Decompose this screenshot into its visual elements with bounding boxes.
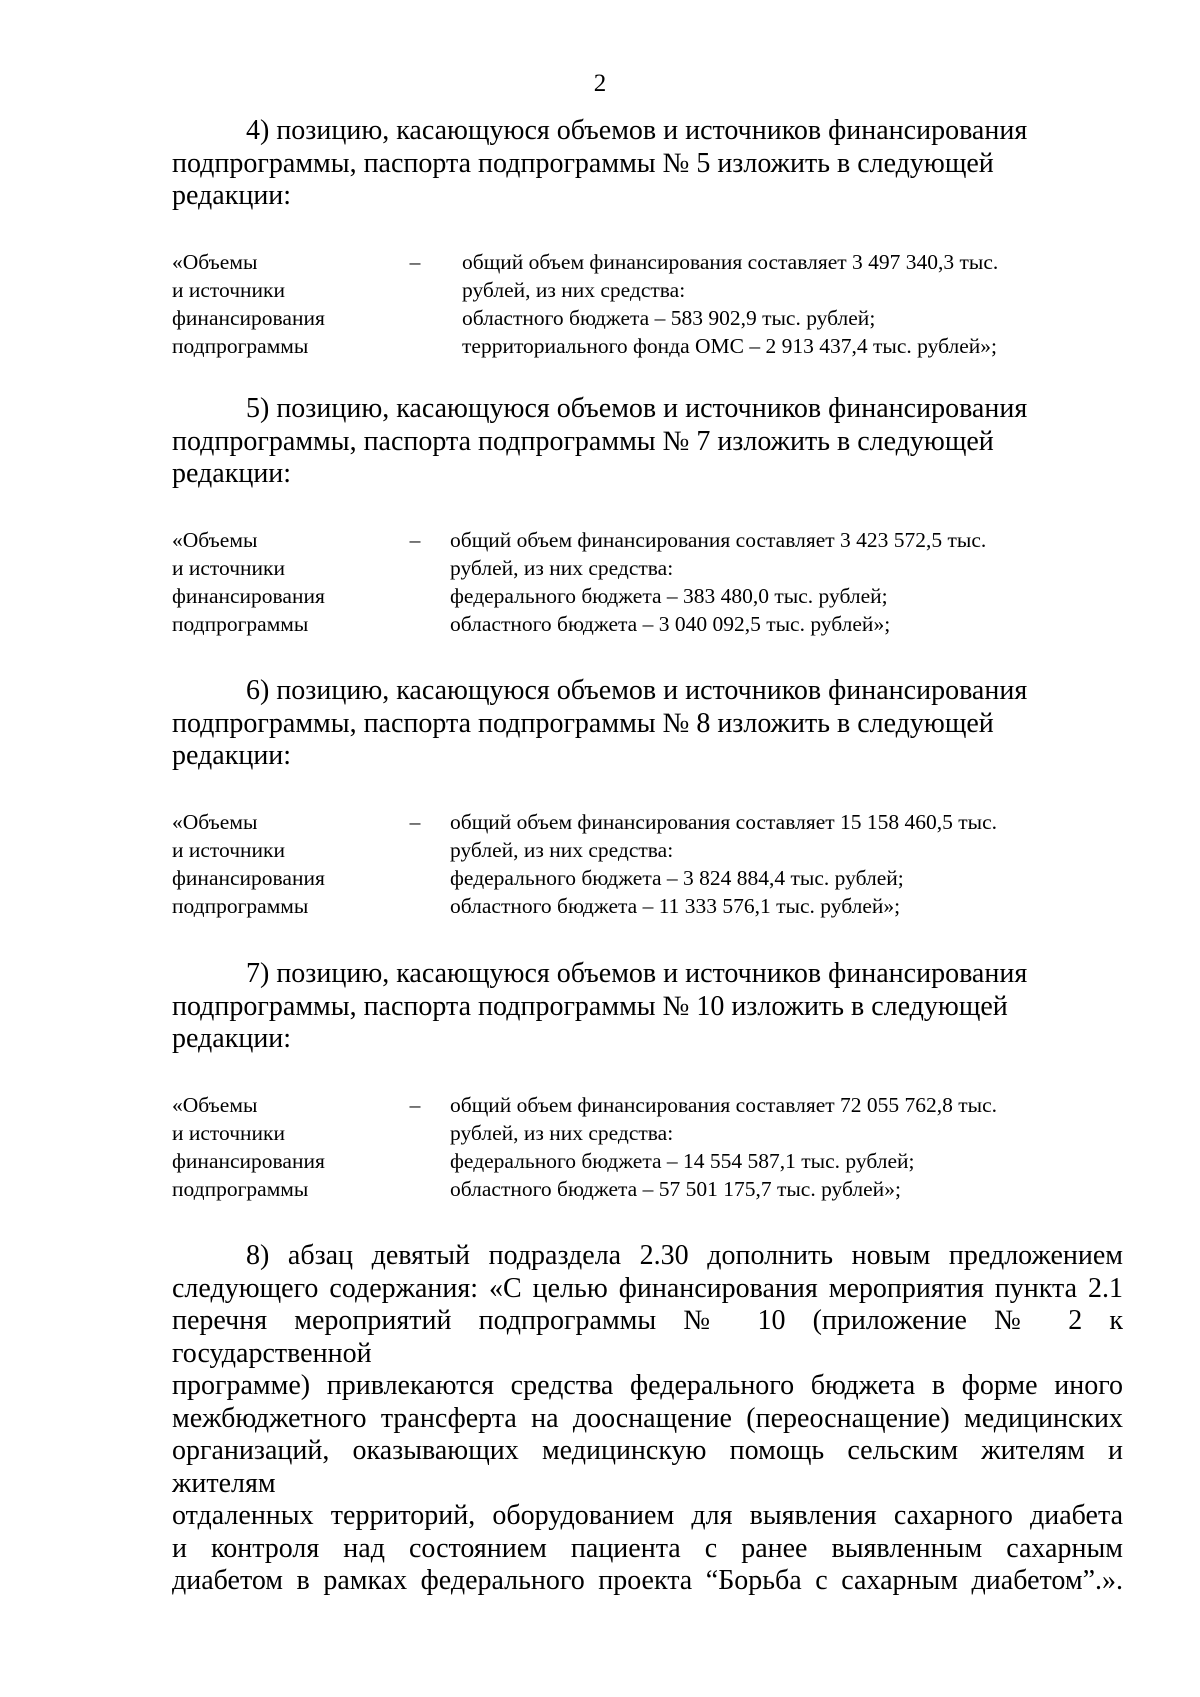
paragraph-line: редакции: [172,458,292,489]
paragraph-line: 7) позицию, касающуюся объемов и источников финансирования [246,958,1028,989]
label-line: финансирования [172,1149,325,1173]
amendment-paragraph-4 [172,115,1123,213]
separator-dash: – [409,250,421,274]
paragraph-line: и контроля над состоянием пациента с ранее выявленным сахарным [172,1532,1123,1564]
funding-content [450,526,1090,638]
separator-dash: – [409,810,421,834]
content-line: рублей, из них средства: [450,1121,674,1145]
paragraph-line: редакции: [172,180,292,211]
content-line: федерального бюджета – 3 824 884,4 тыс. рублей; [450,866,904,890]
label-line: и источники [172,278,286,302]
label-line: финансирования [172,866,325,890]
label-line: «Объемы [172,528,258,552]
content-line: общий объем финансирования составляет 72 055 762,8 тыс. [450,1093,998,1117]
amendment-paragraph-5 [172,393,1123,491]
separator-dash: – [409,1093,421,1117]
content-line: общий объем финансирования составляет 3 497 340,3 тыс. [462,250,999,274]
page-number: 2 [593,70,607,97]
paragraph-line: редакции: [172,740,292,771]
paragraph-line: подпрограммы, паспорта подпрограммы № 7 изложить в следующей [172,425,994,457]
funding-content [450,1091,1090,1203]
funding-content [462,248,1102,360]
paragraph-line: перечня мероприятий подпрограммы № 10 (приложение № 2 к государственной [172,1305,1123,1369]
funding-label [172,248,402,360]
label-line: «Объемы [172,1093,258,1117]
paragraph-line: программе) привлекаются средства федерального бюджета в форме иного [172,1370,1123,1401]
content-line: общий объем финансирования составляет 15 158 460,5 тыс. [450,810,998,834]
content-line: областного бюджета – 11 333 576,1 тыс. рублей»; [450,894,901,918]
content-line: общий объем финансирования составляет 3 423 572,5 тыс. [450,528,987,552]
content-line: областного бюджета – 3 040 092,5 тыс. рублей»; [450,612,891,636]
funding-label [172,1091,402,1203]
content-line: рублей, из них средства: [450,838,674,862]
paragraph-line: следующего содержания: «С целью финансирования мероприятия пункта 2.1 [172,1272,1123,1304]
paragraph-line: подпрограммы, паспорта подпрограммы № 10 изложить в следующей [172,990,1008,1022]
funding-content [450,808,1090,920]
content-line: федерального бюджета – 14 554 587,1 тыс. рублей; [450,1149,915,1173]
amendment-paragraph-6 [172,675,1123,773]
content-line: территориального фонда ОМС – 2 913 437,4 тыс. рублей»; [462,334,997,358]
label-line: подпрограммы [172,1177,309,1201]
paragraph-line: 5) позицию, касающуюся объемов и источников финансирования [246,393,1028,424]
paragraph-line: диабетом в рамках федерального проекта “Борьба с сахарным диабетом”.». [172,1565,1123,1596]
paragraph-line: редакции: [172,1023,292,1054]
label-line: финансирования [172,306,325,330]
paragraph-line: отдаленных территорий, оборудованием для выявления сахарного диабета [172,1500,1123,1531]
content-line: рублей, из них средства: [450,556,674,580]
paragraph-line: организаций, оказывающих медицинскую помощь сельским жителям и жителям [172,1435,1123,1499]
label-line: финансирования [172,584,325,608]
amendment-paragraph-7 [172,958,1123,1056]
label-line: подпрограммы [172,334,309,358]
label-line: «Объемы [172,250,258,274]
label-line: подпрограммы [172,612,309,636]
content-line: рублей, из них средства: [462,278,686,302]
paragraph-line: 6) позицию, касающуюся объемов и источников финансирования [246,675,1028,706]
funding-label [172,808,402,920]
paragraph-line: подпрограммы, паспорта подпрограммы № 5 изложить в следующей [172,147,994,179]
label-line: и источники [172,556,286,580]
label-line: «Объемы [172,810,258,834]
funding-label [172,526,402,638]
amendment-paragraph-8 [172,1240,1123,1598]
separator-dash: – [409,528,421,552]
label-line: и источники [172,838,286,862]
paragraph-line: межбюджетного трансферта на дооснащение (переоснащение) медицинских [172,1402,1123,1434]
paragraph-line: подпрограммы, паспорта подпрограммы № 8 изложить в следующей [172,707,994,739]
content-line: федерального бюджета – 383 480,0 тыс. рублей; [450,584,888,608]
content-line: областного бюджета – 57 501 175,7 тыс. рублей»; [450,1177,901,1201]
label-line: и источники [172,1121,286,1145]
paragraph-line: 4) позицию, касающуюся объемов и источников финансирования [246,115,1028,146]
content-line: областного бюджета – 583 902,9 тыс. рублей; [462,306,876,330]
paragraph-line: 8) абзац девятый подраздела 2.30 дополнить новым предложением [246,1240,1123,1271]
label-line: подпрограммы [172,894,309,918]
